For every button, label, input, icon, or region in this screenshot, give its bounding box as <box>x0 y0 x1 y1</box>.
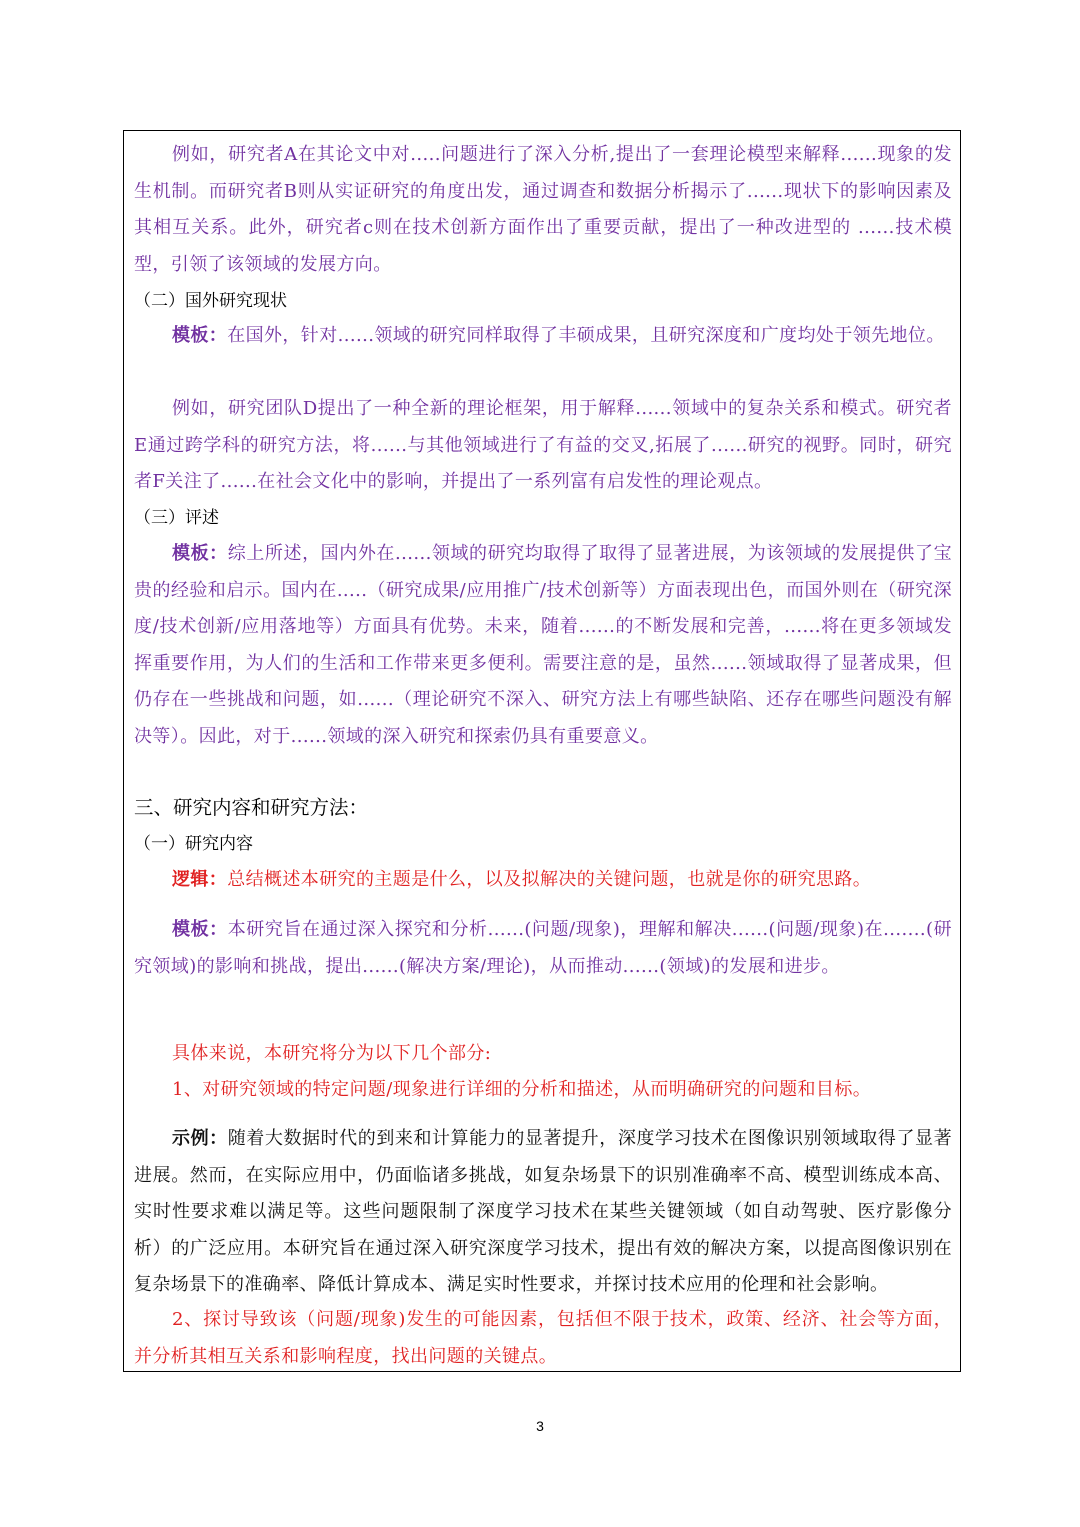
domestic-example-paragraph: 例如，研究者A在其论文中对.....问题进行了深入分析,提出了一套理论模型来解释......现象的发生机制。而研究者B则从实证研究的角度出发，通过调查和数据分析揭示了......现状下的影响因素及其相互关系。此外，研究者c则在技术创新方面作出了重要贡献，提出了一种改进型的 ......技术模型，引领了该领域的发展方向。 <box>134 144 952 275</box>
part-two-paragraph: 2、探讨导致该（问题/现象)发生的可能因素，包括但不限于技术，政策、经济、社会等方面，并分析其相互关系和影响程度，找出问题的关键点。 <box>134 1309 952 1367</box>
research-content-heading: （一）研究内容 <box>134 834 253 854</box>
example-label: 示例： <box>172 1128 228 1149</box>
logic-text: 总结概述本研究的主题是什么，以及拟解决的关键问题，也就是你的研究思路。 <box>227 869 872 890</box>
template-label: 模板： <box>172 919 228 940</box>
example-text: 随着大数据时代的到来和计算能力的显著提升，深度学习技术在图像识别领域取得了显著进展。然而，在实际应用中，仍面临诸多挑战，如复杂场景下的识别准确率不高、模型训练成本高、实时性要求难以满足等。这些问题限制了深度学习技术在某些关键领域（如自动驾驶、医疗影像分析）的广泛应用。本研究旨在通过深入研究深度学习技术，提出有效的解决方案，以提高图像识别在复杂场景下的准确率、降低计算成本、满足实时性要求，并探讨技术应用的伦理和社会影响。 <box>134 1128 952 1295</box>
content-template-paragraph <box>134 912 952 985</box>
content-template-text: 本研究旨在通过深入探究和分析......(问题/现象)，理解和解决......(问题/现象)在.......(研究领域)的影响和挑战，提出......(解决方案/理论)，从而推动......(领域)的发展和进步。 <box>134 919 952 977</box>
page-number: 3 <box>536 1418 544 1434</box>
foreign-example-paragraph: 例如，研究团队D提出了一种全新的理论框架，用于解释......领域中的复杂关系和模式。研究者E通过跨学科的研究方法，将......与其他领域进行了有益的交叉,拓展了......研究的视野。同时，研究者F关注了......在社会文化中的影响，并提出了一系列富有启发性的理论观点。 <box>134 398 952 492</box>
review-template-text: 综上所述，国内外在......领域的研究均取得了取得了显著进展，为该领域的发展提供了宝贵的经验和启示。国内在.....（研究成果/应用推广/技术创新等）方面表现出色，而国外则在（研究深度/技术创新/应用落地等）方面具有优势。未来，随着......的不断发展和完善，......将在更多领域发挥重要作用，为人们的生活和工作带来更多便利。需要注意的是，虽然......领域取得了显著成果，但仍存在一些挑战和问题，如......（理论研究不深入、研究方法上有哪些缺陷、还存在哪些问题没有解决等）。因此，对于......领域的深入研究和探索仍具有重要意义。 <box>134 543 952 747</box>
example-paragraph <box>134 1121 952 1304</box>
section-foreign-research-heading: （二）国外研究现状 <box>134 291 287 311</box>
part-one-paragraph: 1、对研究领域的特定问题/现象进行详细的分析和描述，从而明确研究的问题和目标。 <box>172 1079 872 1100</box>
template-label: 模板： <box>172 543 228 564</box>
foreign-template-text: 在国外，针对......领域的研究同样取得了丰硕成果，且研究深度和广度均处于领先地位。 <box>227 325 945 346</box>
review-template-paragraph <box>134 536 952 755</box>
section-three-heading: 三、研究内容和研究方法： <box>134 796 369 819</box>
logic-label: 逻辑： <box>172 869 228 890</box>
logic-paragraph <box>134 862 952 899</box>
parts-intro-paragraph: 具体来说，本研究将分为以下几个部分: <box>172 1043 492 1064</box>
section-review-heading: （三）评述 <box>134 508 219 528</box>
template-label: 模板： <box>172 325 228 346</box>
foreign-template-paragraph <box>134 318 952 355</box>
